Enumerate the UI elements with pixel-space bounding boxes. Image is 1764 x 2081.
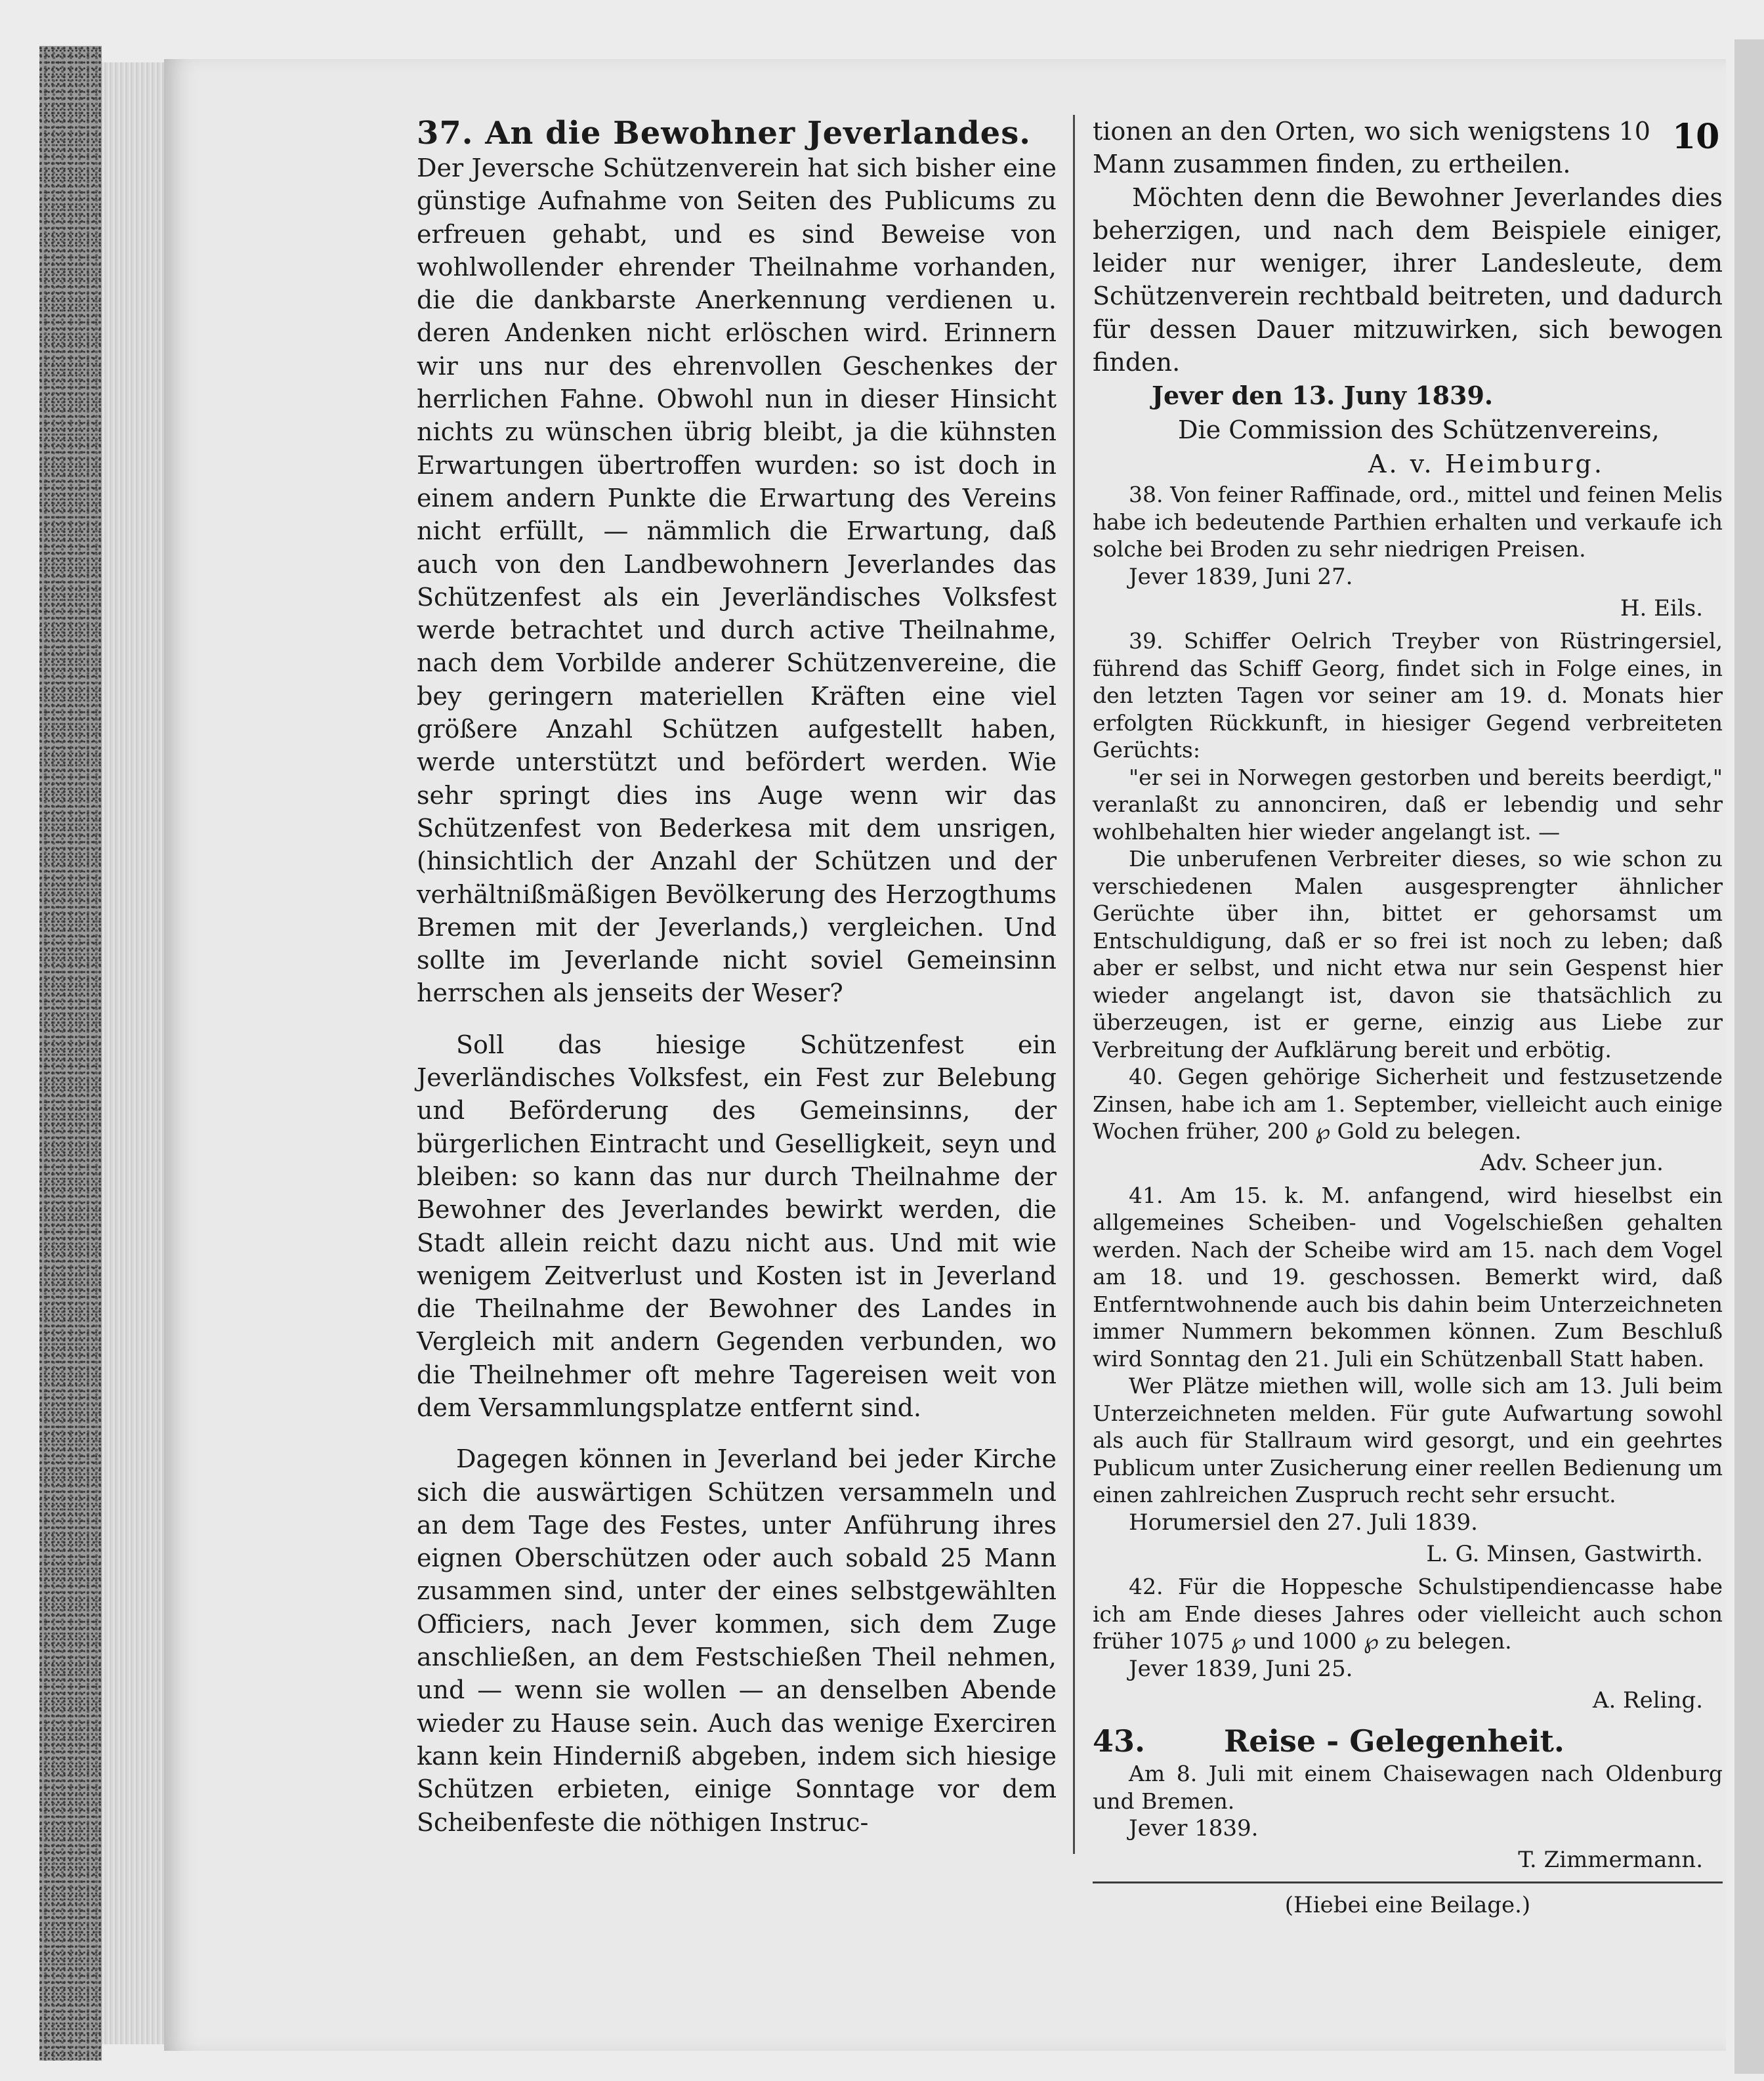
notice-42: 42. Für die Hoppesche Schulstipendiencasse habe ich am Ende dieses Jahres oder vielleicht auch schon früher 1075 ℘ und 1000 ℘ zu belegen. (1093, 1574, 1723, 1654)
notice-43: Am 8. Juli mit einem Chaisewagen nach Oldenburg und Bremen. (1093, 1761, 1723, 1814)
left-column (417, 115, 1057, 1839)
page-edges (102, 62, 167, 2044)
notice-41-body: 41. Am 15. k. M. anfangend, wird hieselbst ein allgemeines Scheiben- und Vogelschießen gehalten werden. Nach der Scheibe wird am 15. nach dem Vogel am 18. und 19. geschossen. Bemerkt wird, daß Entferntwohnende auch bis dahin beim Unterzeichneten immer Nummern bekommen können. Zum Beschluß wird Sonntag den 21. Juli ein Schützenball Statt haben. (1093, 1182, 1723, 1372)
notice-41-rooms: Wer Plätze miethen will, wolle sich am 13. Juli beim Unterzeichneten melden. Für gute Aufwartung sowohl als auch für Stallraum wird gesorgt, und ein geehrtes Publicum unter Zusicherung einer reellen Bedienung um einen zahlreichen Zuspruch recht sehr ersucht. (1093, 1373, 1723, 1508)
commission-name: Die Commission des Schützenvereins, (1178, 415, 1660, 445)
adjacent-page-strip (1734, 39, 1764, 2074)
binding-cover (39, 46, 102, 2061)
notice-43-signature: T. Zimmermann. (1518, 1847, 1703, 1874)
right-column (1093, 115, 1723, 1922)
column-divider (1073, 115, 1075, 1854)
article-paragraph-1: Der Jeversche Schützenverein hat sich bisher eine günstige Aufnahme von Seiten des Publicums zu erfreuen gehabt, und es sind Beweise von wohlwollender ehrender Theilnahme vorhanden, die die dankbarste Anerkennung verdienen u. deren Andenken nicht erlöschen wird. Erinnern wir uns nur des ehrenvollen Geschenkes der herrlichen Fahne. Obwohl nun in dieser Hinsicht nichts zu wünschen übrig bleibt, ja die kühnsten Erwartungen übertroffen wurden: so ist doch in einem andern Punkte die Erwartung des Vereins nicht erfüllt, — nämmlich die Erwartung, daß auch von den Landbewohnern Jeverlandes das Schützenfest als ein Jeverländisches Volksfest werde betrachtet und durch active Theilnahme, nach dem Vorbilde anderer Schützenvereine, die bey geringern materiellen Kräften eine viel größere Anzahl Schützen aufgestellt haben, werde unterstützt und befördert werden. Wie sehr springt dies ins Auge wenn wir das Schützenfest von Bederkesa mit dem unsrigen, (hinsichtlich der Anzahl der Schützen und der verhältnißmäßigen Bevölkerung des Herzogthums Bremen mit der Jeverlands,) vergleichen. Und sollte im Jeverlande nicht soviel Gemeinsinn herrschen als jenseits der Weser? (417, 154, 1057, 1008)
end-rule (1093, 1881, 1723, 1883)
notice-43-heading (1093, 1722, 1723, 1760)
notice-41-signature: L. G. Minsen, Gastwirth. (1426, 1540, 1703, 1567)
notice-38: 38. Von feiner Raffinade, ord., mittel und feinen Melis habe ich bedeutende Parthien erhalten und verkaufe ich solche bei Broden zu sehr niedrigen Preisen. (1093, 482, 1723, 562)
article-date: Jever den 13. Juny 1839. (1152, 381, 1494, 411)
notice-41-date: Horumersiel den 27. Juli 1839. (1129, 1509, 1478, 1536)
article-appeal: Möchten denn die Bewohner Jeverlandes dies beherzigen, und nach dem Beispiele einiger, leider nur weniger, ihrer Landesleute, dem Schützenverein rechtbald beitreten, und dadurch für dessen Dauer mitzuwirken, sich bewogen finden. (1093, 182, 1723, 377)
article-paragraph-3: Dagegen können in Jeverland bei jeder Kirche sich die auswärtigen Schützen versammeln und an dem Tage des Festes, unter Anführung ihres eignen Oberschützen oder auch sobald 25 Mann zusammen sind, unter der eines selbstgewählten Officiers, nach Jever kommen, sich dem Zuge anschließen, an dem Festschießen Theil nehmen, und — wenn sie wollen — an denselben Abende wieder zu Hause sein. Auch das wenige Exerciren kann kein Hinderniß abgeben, indem sich hiesige Schützen erbieten, einige Sonntage vor dem Scheibenfeste die nöthigen Instruc- (417, 1444, 1057, 1837)
article-heading: 37. An die Bewohner Jeverlandes. (417, 115, 1031, 152)
notice-42-date: Jever 1839, Juni 25. (1129, 1655, 1353, 1682)
notice-43-date: Jever 1839. (1129, 1815, 1259, 1842)
commission-signature: A. v. Heimburg. (1368, 450, 1605, 479)
notice-38-signature: H. Eils. (1620, 595, 1703, 621)
article-continuation: tionen an den Orten, wo sich wenigstens 10 Mann zusammen finden, zu ertheilen. (1093, 117, 1650, 179)
article-paragraph-2: Soll das hiesige Schützenfest ein Jeverländisches Volksfest, ein Fest zur Belebung und Beförderung des Gemeinsinns, der bürgerlichen Eintracht und Geselligkeit, seyn und bleiben: so kann das nur durch Theilnahme der Bewohner des Jeverlandes bewirkt werden, die Stadt allein reicht dazu nicht aus. Und mit wie wenigem Zeitverlust und Kosten ist in Jeverland die Theilnahme der Bewohner des Landes in Vergleich mit andern Gegenden verbunden, wo die Theilnehmer oft mehre Tagereisen weit von dem Versammlungsplatze entfernt sind. (417, 1030, 1057, 1422)
notice-38-date: Jever 1839, Juni 27. (1129, 563, 1353, 590)
page-number: 10 (1672, 117, 1720, 157)
notice-39-intro: 39. Schiffer Oelrich Treyber von Rüstringersiel, führend das Schiff Georg, findet sich in Folge eines, in den letzten Tagen vor seiner am 19. d. Monats hier erfolgten Rückkunft, in hiesiger Gegend verbreiteten Gerüchts: (1093, 628, 1723, 763)
notice-39-quote: "er sei in Norwegen gestorben und bereits beerdigt," veranlaßt zu annonciren, daß er lebendig und sehr wohlbehalten hier wieder angelangt ist. — (1093, 764, 1723, 845)
notice-43-title: Reise - Gelegenheit. (1224, 1723, 1564, 1759)
supplement-note: (Hiebei eine Beilage.) (1284, 1892, 1531, 1919)
notice-43-number: 43. (1093, 1723, 1146, 1759)
notice-40: 40. Gegen gehörige Sicherheit und festzusetzende Zinsen, habe ich am 1. September, vielleicht auch einige Wochen früher, 200 ℘ Gold zu belegen. (1093, 1064, 1723, 1145)
notice-39-body: Die unberufenen Verbreiter dieses, so wie schon zu verschiedenen Malen ausgesprengter ähnlicher Gerüchte über ihn, bittet er gehorsamst um Entschuldigung, daß er so frei ist noch zu leben; daß aber er selbst, und nicht etwa nur sein Gespenst hier wieder angelangt ist, davon sie thatsächlich zu überzeugen, ist er gerne, einzig aus Liebe zur Verbreitung der Aufklärung bereit und erbötig. (1093, 846, 1723, 1062)
notice-40-signature: Adv. Scheer jun. (1480, 1149, 1664, 1176)
notice-42-signature: A. Reling. (1592, 1687, 1703, 1713)
